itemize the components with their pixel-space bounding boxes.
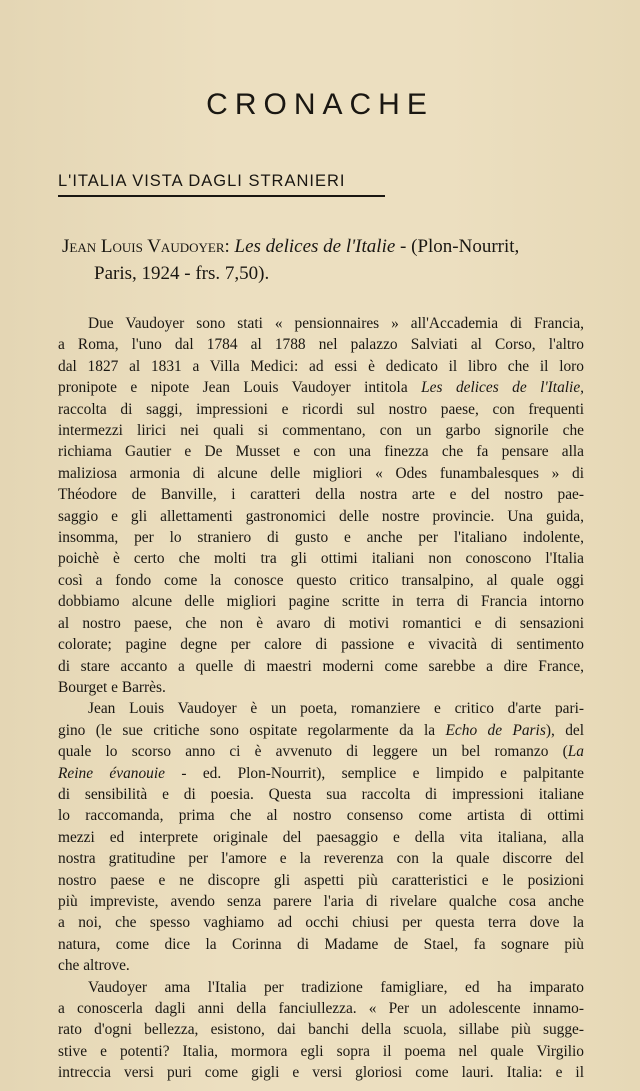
text-line: di stare accanto a quelle di maestri moderni come sarebbe a dire France, (58, 657, 584, 675)
text-line: Jean Louis Vaudoyer è un poeta, romanziere e critico d'arte pari- (88, 700, 584, 718)
text-line: lo raccomanda, prima che al nostro consenso come artista di ottimi (58, 807, 584, 825)
text-line: richiama Gautier e De Musset e con una finezza che fa pensare alla (58, 443, 584, 461)
article-body (58, 313, 584, 1084)
text-line: al nostro paese, che non è avaro di motivi romantici e di sensazioni (58, 614, 584, 632)
text-line: pronipote e nipote Jean Louis Vaudoyer intitola Les delices de l'Italie, (58, 379, 584, 397)
bibliography-line-2: Paris, 1924 - frs. 7,50). (94, 263, 270, 284)
text-line: più impreviste, avendo senza parere l'aria di rivelare qualche cosa anche (58, 892, 584, 910)
text-line: a conoscerla dagli anni della fanciullezza. « Per un adolescente innamo- (58, 1000, 584, 1017)
text-line: saggio e gli allettamenti gastronomici delle nostre provincie. Una guida, (58, 507, 584, 525)
book-title-inline: Les delices de l'Italie, (421, 379, 584, 397)
text-line: poichè è certo che molti tra gli ottimi italiani non conoscono l'Italia (58, 550, 584, 568)
text-line: colorate; pagine degne per calore di passione e vivacità di sentimento (58, 636, 584, 654)
text-line: a noi, che spesso vaghiamo ad occhi chiusi per questa terra dove la (58, 914, 584, 932)
text-line: rato d'ogni bellezza, esistono, dai banchi della scuola, sillabe più sugge- (58, 1021, 584, 1039)
text-line: maliziosa armonia di alcune delle migliori « Odes funambalesques » di (58, 464, 584, 482)
text-line: Due Vaudoyer sono stati « pensionnaires » all'Accademia di Francia, (88, 315, 584, 332)
page-heading: CRONACHE (206, 88, 434, 121)
bibliography (62, 233, 602, 287)
text-line: di sensibilità e di poesia. Questa sua raccolta di impressioni italiane (58, 785, 584, 803)
section-title: L'ITALIA VISTA DAGLI STRANIERI (58, 172, 346, 190)
book-title: Les delices de l'Italie (234, 236, 396, 257)
newspaper-title: Echo de Paris (445, 721, 546, 739)
text-line: nostro paese e ne discopre gli aspetti più caratteristici e le posizioni (58, 871, 584, 889)
text-line: dobbiamo alcune delle migliori pagine scritte in terra di Francia intorno (58, 593, 584, 611)
book-author: Jean Louis Vaudoyer (62, 236, 225, 257)
text-line: gino (le sue critiche sono ospitate regolarmente da la Echo de Paris), del (58, 721, 584, 739)
text-line: natura, come dice la Corinna di Madame de Stael, fa sognare più (58, 935, 584, 953)
text-line: dal 1827 al 1831 a Villa Medici: ad essi è dedicato il libro che il loro (58, 357, 584, 375)
text-line: raccolta di saggi, impressioni e ricordi sul nostro paese, con frequenti (58, 400, 584, 418)
section-underline (58, 195, 385, 197)
text-line: Théodore de Banville, i caratteri della nostra arte e del nostro pae- (58, 486, 584, 504)
text-line: nostra gratitudine per l'amore e la reverenza con la quale discorre del (58, 850, 584, 868)
text-line: Bourget e Barrès. (58, 678, 166, 696)
text-line: Reine évanouie - ed. Plon-Nourrit), semplice e limpido e palpitante (58, 764, 584, 782)
text-line: mezzi ed interprete originale del paesaggio e della vita italiana, alla (58, 828, 584, 846)
text-line: che altrove. (58, 957, 130, 975)
text-line: stive e potenti? Italia, mormora egli sopra il poema nel quale Virgilio (58, 1042, 584, 1060)
text-line: insomma, per lo straniero di gusto e anche per l'italiano indolente, (58, 529, 584, 547)
text-line: intermezzi lirici nei quali si commentano, con un garbo signorile che (58, 422, 584, 440)
text-line: intreccia versi puri come gigli e versi gloriosi come lauri. Italia: e il (58, 1064, 584, 1082)
novel-title-part-2: Reine évanouie (58, 764, 165, 782)
text-line: così a fondo come la conosce questo critico transalpino, al quale oggi (58, 571, 584, 589)
text-line: quale lo scorso anno ci è avvenuto di leggere un bel romanzo (La (58, 743, 584, 761)
bibliography-line-1: Jean Louis Vaudoyer: Les delices de l'Italie - (Plon-Nourrit, (62, 236, 520, 257)
novel-title-part-1: La (567, 743, 584, 761)
text-line: a Roma, l'uno dal 1784 al 1788 nel palazzo Salviati al Corso, l'altro (58, 336, 584, 354)
text-line: Vaudoyer ama l'Italia per tradizione famigliare, ed ha imparato (88, 978, 584, 996)
